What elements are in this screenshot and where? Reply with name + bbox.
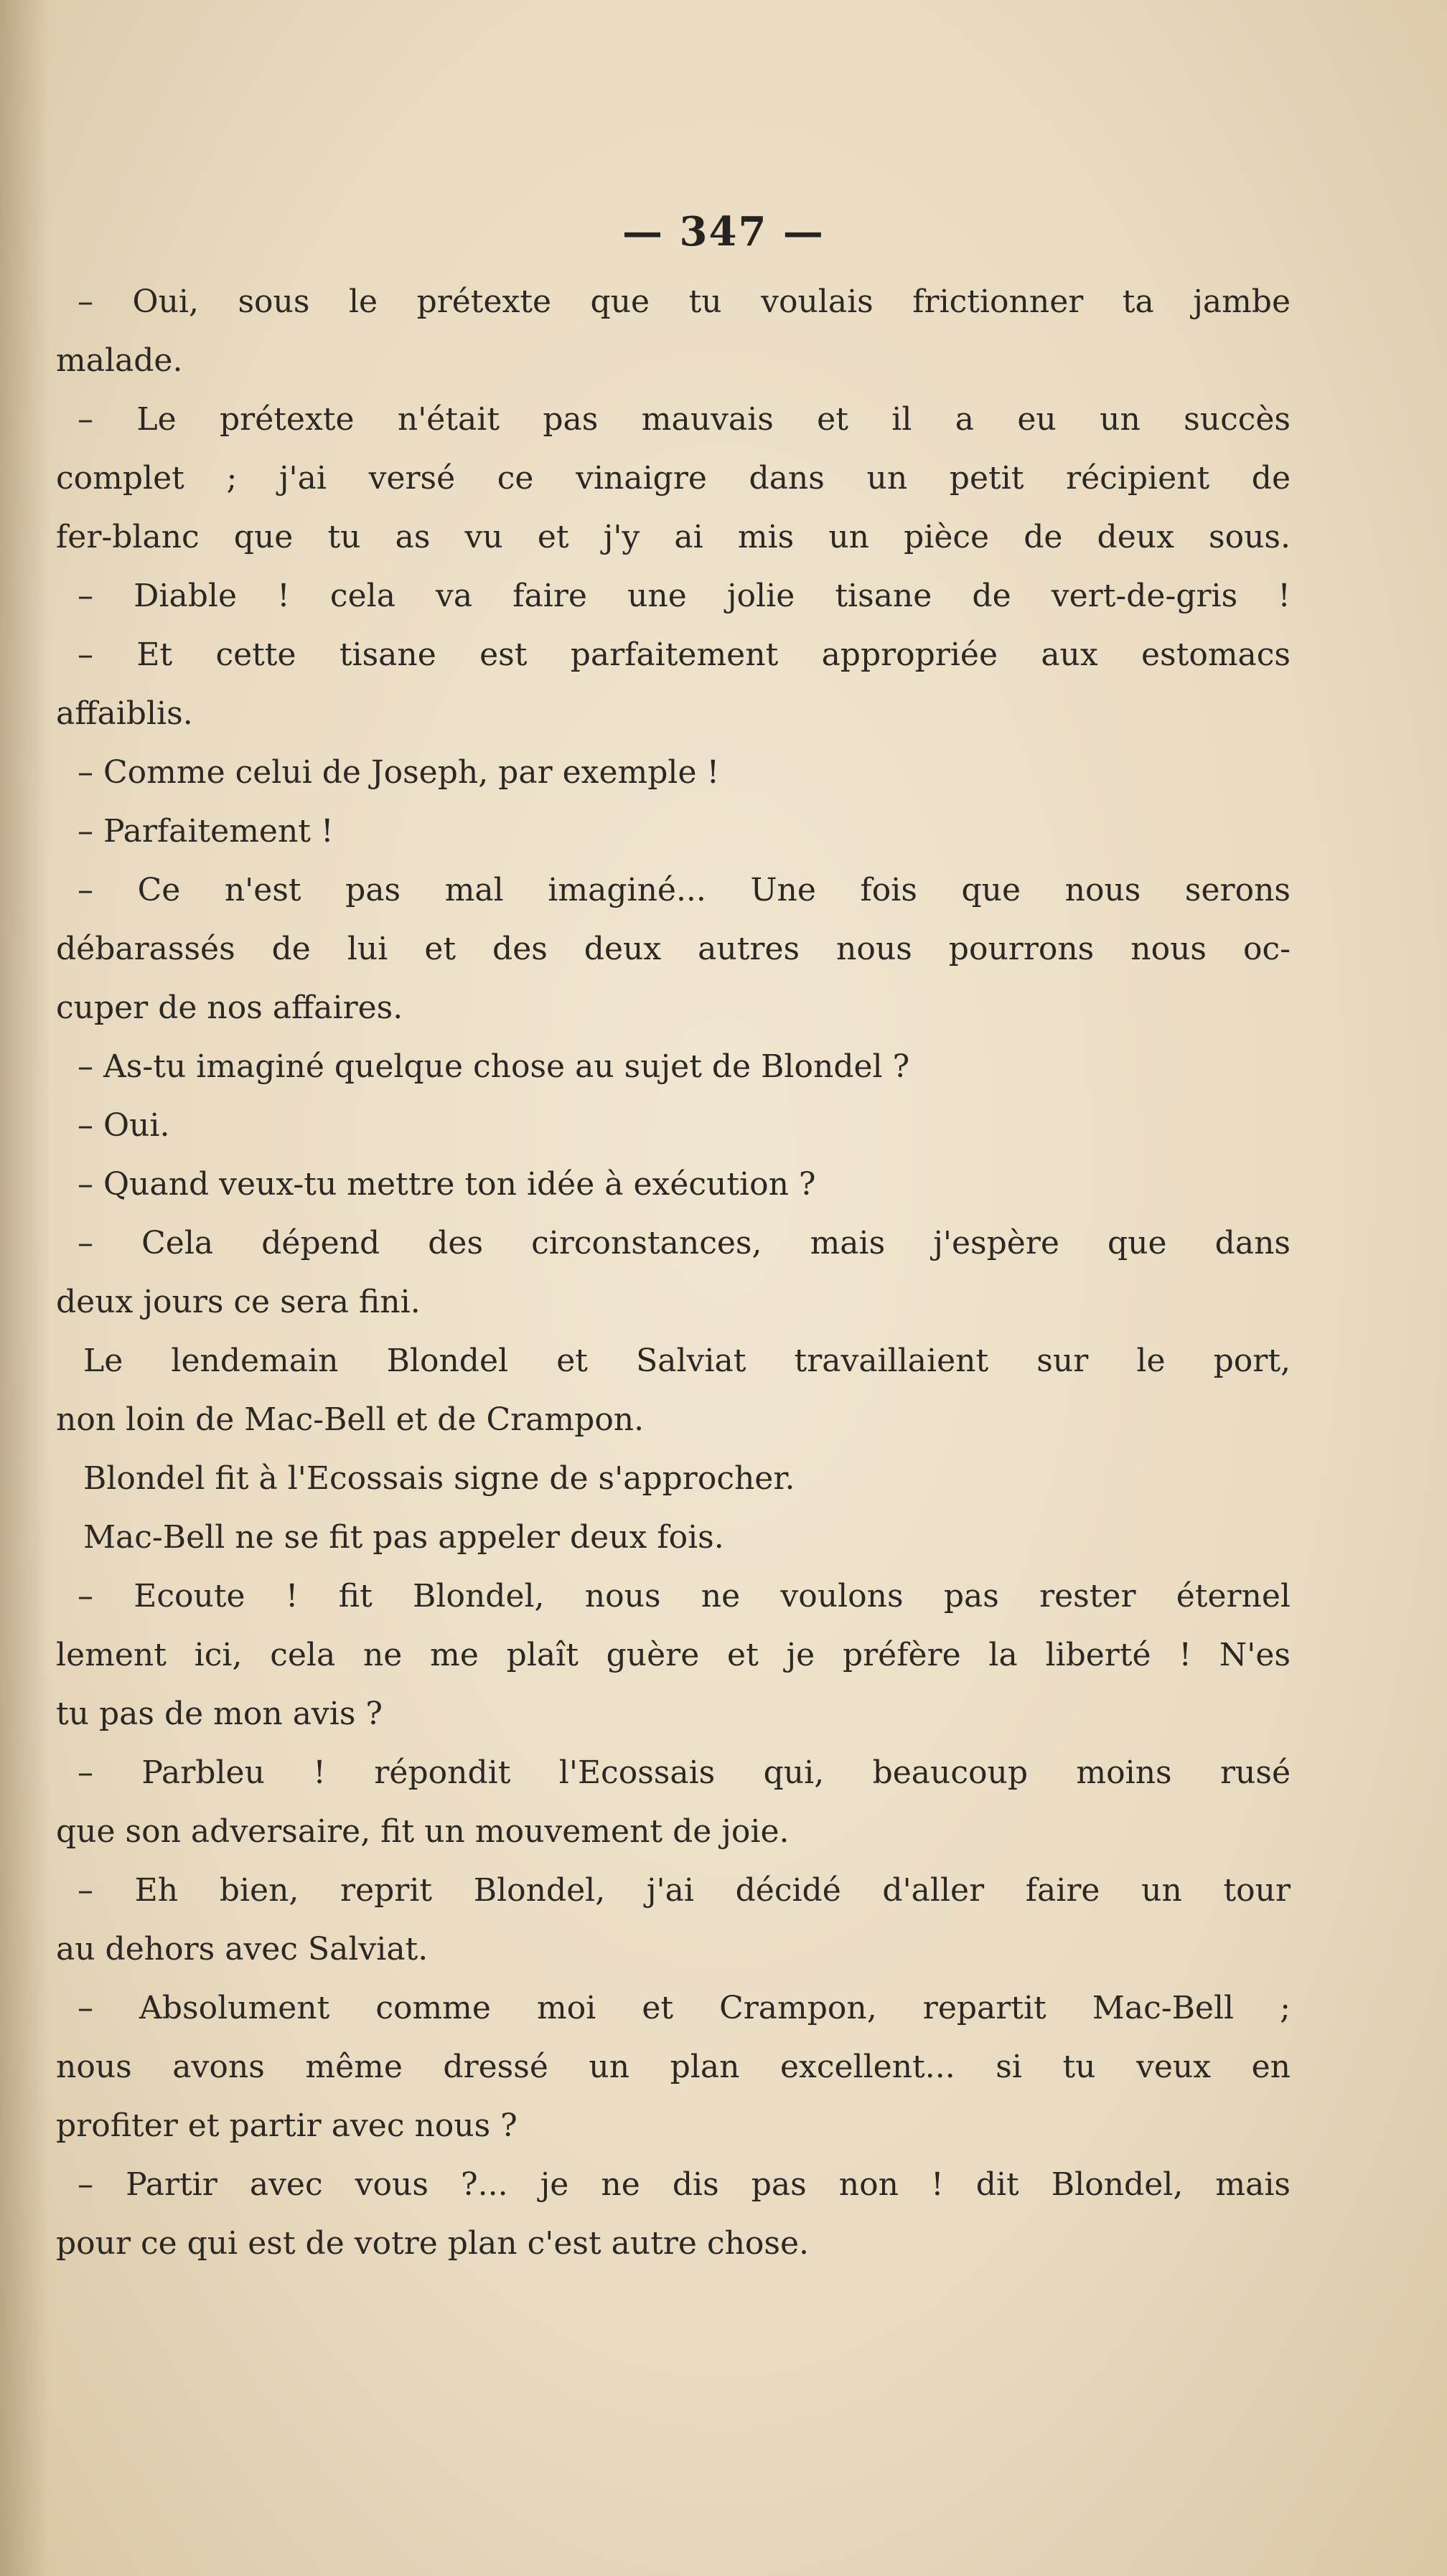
text-line: profiter et partir avec nous ? — [56, 2107, 518, 2144]
text-line: pour ce qui est de votre plan c'est autre chose. — [56, 2225, 810, 2262]
text-line: complet ; j'ai versé ce vinaigre dans un petit récipient de — [56, 460, 1291, 497]
text-line: – Parbleu ! répondit l'Ecossais qui, beaucoup moins rusé — [78, 1754, 1291, 1791]
text-line: au dehors avec Salviat. — [56, 1931, 429, 1968]
text-line: tu pas de mon avis ? — [56, 1696, 383, 1732]
text-line: – Cela dépend des circonstances, mais j'espère que dans — [78, 1225, 1291, 1261]
text-line: cuper de nos affaires. — [56, 989, 403, 1026]
text-line: nous avons même dressé un plan excellent... si tu veux en — [56, 2049, 1291, 2085]
page-gutter-shadow — [0, 0, 50, 2576]
text-line: affaiblis. — [56, 695, 193, 732]
text-line: – Absolument comme moi et Crampon, repartit Mac-Bell ; — [78, 1990, 1291, 2026]
text-line: – Et cette tisane est parfaitement appropriée aux estomacs — [78, 636, 1291, 673]
body-text — [56, 273, 1291, 2273]
text-line: – Oui, sous le prétexte que tu voulais frictionner ta jambe — [78, 283, 1291, 320]
text-line: – Ecoute ! fit Blondel, nous ne voulons pas rester éternel — [78, 1578, 1291, 1614]
text-line: – Eh bien, reprit Blondel, j'ai décidé d'aller faire un tour — [78, 1872, 1291, 1909]
text-line: – Quand veux-tu mettre ton idée à exécution ? — [78, 1166, 816, 1203]
text-line: – Ce n'est pas mal imaginé... Une fois que nous serons — [78, 872, 1291, 908]
page-number: — 347 — — [622, 208, 825, 255]
text-line: fer-blanc que tu as vu et j'y ai mis un pièce de deux sous. — [56, 519, 1291, 555]
text-line: Blondel fit à l'Ecossais signe de s'approcher. — [83, 1460, 795, 1497]
text-line: deux jours ce sera fini. — [56, 1284, 421, 1320]
text-line: malade. — [56, 342, 183, 379]
text-line: Le lendemain Blondel et Salviat travaillaient sur le port, — [83, 1343, 1291, 1379]
text-line: – Le prétexte n'était pas mauvais et il a eu un succès — [78, 401, 1291, 438]
text-line: – As-tu imaginé quelque chose au sujet de Blondel ? — [78, 1048, 910, 1085]
text-line: débarassés de lui et des deux autres nous pourrons nous oc- — [56, 931, 1291, 967]
text-line: – Partir avec vous ?... je ne dis pas non ! dit Blondel, mais — [78, 2166, 1291, 2203]
text-line: – Diable ! cela va faire une jolie tisane de vert-de-gris ! — [78, 578, 1291, 614]
text-line: Mac-Bell ne se fit pas appeler deux fois. — [83, 1519, 724, 1556]
text-line: – Oui. — [78, 1107, 170, 1144]
text-line: – Parfaitement ! — [78, 813, 334, 850]
text-line: – Comme celui de Joseph, par exemple ! — [78, 754, 720, 791]
text-line: lement ici, cela ne me plaît guère et je préfère la liberté ! N'es — [56, 1637, 1291, 1673]
text-line: que son adversaire, fit un mouvement de joie. — [56, 1813, 790, 1850]
text-line: non loin de Mac-Bell et de Crampon. — [56, 1401, 645, 1438]
